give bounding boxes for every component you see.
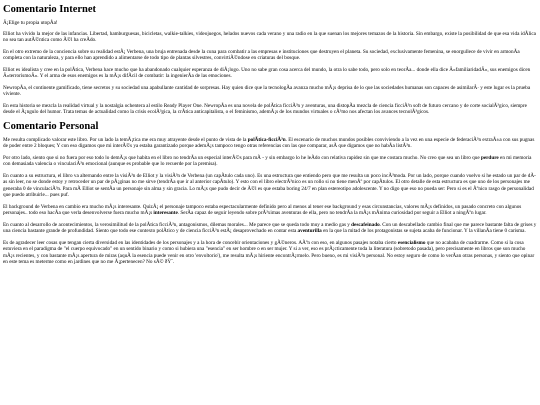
- personal-paragraph-5: [3, 222, 537, 235]
- bold-term: perdure: [480, 154, 499, 161]
- text-segment: En cuanto al desarrollo de acontecimientos, la verosimilitud de la polÃtica ficciÃ³n, antagonismos, dilemas morales... Me parece que se queda todo muy a medio gas y: [3, 221, 352, 228]
- personal-paragraph-2: [3, 155, 537, 168]
- text-segment: . SerÃa capaz de seguir leyendo sobre prÃ³ximas aventuras de ella, pero no tendrÃa la mÃ¡s mÃnima curiosidad por seguir a Elliot a ningÃºn lugar.: [177, 210, 487, 216]
- text-segment: . Con un descabellado cambio final que me parece bastante falta de grises y una ciencia bastante grande de profundidad. Siento que todo ese contexto polÃtico y de ciencia ficciÃ³n estÃ¡ desaprovechado en contar esta: [3, 221, 537, 234]
- bold-term: esencialismo: [397, 239, 426, 246]
- heading-personal: Comentario Personal: [3, 120, 99, 132]
- bold-term: aventurilla: [297, 228, 322, 234]
- text-segment: Me resulta complicado valorar este libro. Por un lado la temÃ¡tica me era muy atrayente desde el punto de vista de la: [3, 136, 248, 143]
- text-segment: en mi memoria con demasiada valencia o vinculaciÃ³n emocional (aunque es probable que lo recuerde por la premisa).: [3, 154, 532, 167]
- text-segment: El background de Verbena en cambio era mucho mÃ¡s interesante. QuizÃ¡ el personaje tampoco estaba espectacularmente definido pero al menos al tener ese background y esas circunstancias, valores mÃ¡s definidos, un pasado concreto con algunos personajes.. todo eso hacÃa que verla desenvolverse fuera mucho mÃ¡s: [3, 203, 522, 216]
- personal-paragraph-6: [3, 240, 537, 266]
- bold-term: interesante: [153, 210, 178, 216]
- text-segment: Es de agradecer leer cosas que tengan cierta diversidad en las identidades de los personajes y a la hora de concebir orientaciones y gÃ©neros. AÃºn con eso, en algunos pasajes notaba cierto: [3, 239, 398, 246]
- internet-paragraph-2: Elliot ha vivido la mejor de las infancias. Libertad, hamburguesas, bicicletas, walkie-talkies, videojuegos, helados nuevos cada verano y una radio en la que suenan los mejores temazos de la historia. Sin embargo, existe la posibilidad de que esa vida idÃlica no sea tan autÃ©ntica como Ã©l ha creÃdo.: [3, 30, 536, 43]
- text-segment: . El escenario de muchos mundos posibles conviviendo a la vez en una especie de federaciÃ³n extraÃ±a con sus pugnas de poder entre 2 bloques; Y con eso digamos que mi interÃ©s ya estaba garantizado porque ademÃ¡s tampoco tengo otras referencias con las que comparar, asÃ que digamos que no habÃa listÃ³n.: [3, 136, 535, 149]
- personal-paragraph-4: [3, 204, 537, 217]
- internet-paragraph-4: Elliot es idealista y cree en la polÃtica, Verbena hace mucho que ha abandonado cualquier esperanza de diÃ¡logo. Uno no sabe gran cosa acerca del mundo, la otra lo sabe todo, pero solo en teorÃa... donde ella dice Â«familiaridadÂ», sus enemigos dicen Â«terrorismoÂ». Y el arma de esos enemigos es la mÃ¡s difÃcil de combatir: la ingenierÃa de las emociones.: [3, 66, 531, 79]
- internet-paragraph-3: En el otro extremo de la conciencia sobre su realidad estÃ¡ Verbena, una bruja entrenada desde la cuna para combatir a las empresas e instituciones que destruyen el planeta. Su sociedad, exclusivamente femenina, se enorgullece de vivir en armonÃa completa con la naturaleza, y para ello han aprendido a alimentarse de todo tipo de plantas silvestres, convirtiÃ©ndose en criaturas del bosque.: [3, 48, 520, 61]
- bold-term: descafeinado: [351, 221, 380, 228]
- personal-paragraph-1: [3, 137, 537, 150]
- bold-term: polÃtica-ficciÃ³n: [247, 136, 286, 143]
- text-segment: en la que la mitad de los protagonistas se sujeta acaba de funcionar. Y la villanÃa tiene 0 carisma.: [321, 228, 526, 234]
- personal-paragraph-3: En cuanto a su estructura, el libro va alternando entre la visiÃ³n de Elliot y la visiÃ³n de Verbena (un capÃtulo cada uno). Es una estructura que entiendo pero que me resulta un poco incÃ³moda. Por un lado, porque cuando vuelvo si he estado un par de dÃas sin leer, no se donde estoy y retroceder un par de pÃ¡ginas no me sirve (tendrÃa que ir al anterior capÃtulo). Y esto con el libro electrÃ³nico es un rollo si no tiene menÃº por capÃtulos. El otro detalle de esta estructura es que uno de los personajes me generaba 0 de vinculaciÃ³n. Para mÃ Elliot se sentÃa un personaje sin alma y sin gracia. Lo mÃ¡s que pudo decir de Ã©l es que estaba boring 24/7 en plan estereotipo adolescente. Y no digo que eso no pueda ser: Pero si es el Ãºnico rasgo de personalidad que puedo atribuirle... pues puf.: [3, 172, 536, 198]
- text-segment: Por otro lado, siento que si no fuera por eso todo lo demÃ¡s que habita en el libro no tendrÃa un especial interÃ©s para mÃ - y sin embargo lo he leÃdo con relativa rapidez sin que me costara mucho. No creo que sea un libro que: [3, 154, 481, 161]
- internet-paragraph-1: Â¡Elige tu propia utopÃa!: [3, 20, 58, 26]
- heading-internet: Comentario Internet: [3, 4, 97, 15]
- internet-paragraph-6: En esta historia se mezcla la realidad virtual y la nostalgia ochentera al estilo Ready Player One. NewropÃa es una novela de polÃtica ficciÃ³n y aventuras, una distopÃa mezcla de ciencia ficciÃ³n soft de futuro cercano y de corte socialÃ³gico, siempre desde el Ã¡ngulo del humor. Trata temas de actualidad como la crisis ecolÃ³gica, la crÃtica anticapitalista, o el feminismo, ademÃ¡s de los mundos virtuales o cÃ³mo nos afectan los avances tecnolÃ³gicos.: [3, 102, 527, 115]
- internet-paragraph-5: NewropÃa, el continente gamificado, tiene secretos y su sociedad una apabullante cantidad de sorpresas. Hay quien dice que la tecnologÃa avanza mucho mÃ¡s deprisa de lo que las sociedades humanas son capaces de asimilarÂ· y este lugar es la prueba viviente.: [3, 84, 531, 97]
- text-segment: que no acababa de cuadrarme. Como si la cosa estuviera en el paradigma de "el cuerpo equivocado" en un sentido binario y como si hubiera una "esencia" en ser hombre o en ser mujer. Y si a ver, eso es prÃ¡cticamente toda la literatura (sobretodo pasada), pero precisamente en libros que son mucho mÃ¡s recientes, y con bastante mÃ¡s apertura de miras (aquÃ la esencia puede venir en otro 'envoltorio'), me resulta mÃ¡s hiriente encontrÃ¡rmelo. Pero bueno, es mi visiÃ³n personal. No estoy seguro de como lo verÃan otras personas, y siento que opinar en este tema es meterme como en jardines que no me Ã¡pertenecen? No sÃ© ðŸ˜.: [3, 239, 535, 265]
